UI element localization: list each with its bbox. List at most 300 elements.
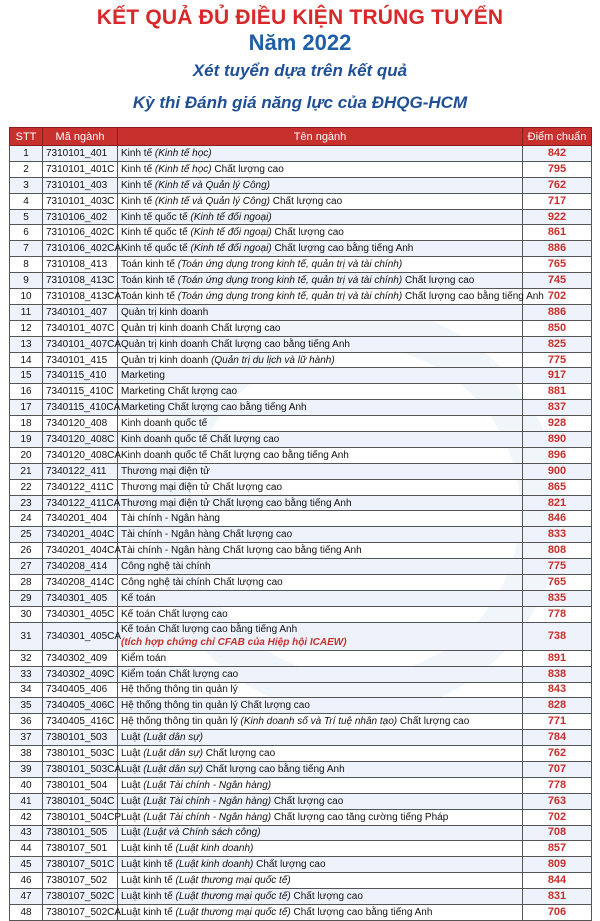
score-cell: 706 [523,904,592,920]
code-cell: 7380101_504C [43,793,118,809]
table-row [10,698,592,714]
stt-cell: 31 [10,622,43,650]
major-name: Quản trị kinh doanh [121,354,209,366]
name-cell [118,511,523,527]
name-cell [118,777,523,793]
stt-cell: 41 [10,793,43,809]
major-name: Luật kinh tế [121,859,173,871]
score-cell: 838 [523,666,592,682]
name-cell [118,682,523,698]
stt-cell: 34 [10,682,43,698]
major-suffix: Chất lượng cao [214,163,284,175]
score-cell: 850 [523,320,592,336]
stt-cell: 25 [10,527,43,543]
score-cell: 765 [523,575,592,591]
score-cell: 922 [523,209,592,225]
code-cell: 7380107_501C [43,857,118,873]
major-name: Kinh doanh quốc tế Chất lượng cao bằng tiếng Anh [121,449,349,461]
code-cell: 7380107_501 [43,841,118,857]
score-cell: 917 [523,368,592,384]
table-body [10,146,592,921]
major-name: Hệ thống thông tin quản lý [121,716,238,728]
name-cell [118,368,523,384]
major-name: Quản trị kinh doanh [121,306,209,318]
score-cell: 928 [523,416,592,432]
stt-cell: 19 [10,432,43,448]
table-row [10,241,592,257]
major-detail: (Luật thương mại quốc tế) [175,891,291,903]
table-row [10,746,592,762]
stt-cell: 15 [10,368,43,384]
score-cell: 890 [523,432,592,448]
major-name: Luật [121,748,141,759]
code-cell: 7310108_413 [43,257,118,273]
table-row [10,650,592,666]
table-row [10,889,592,905]
score-cell: 762 [523,177,592,193]
column-header-name: Tên ngành [118,128,523,146]
column-header-score: Điểm chuẩn [523,128,592,146]
code-cell: 7340301_405 [43,590,118,606]
score-cell: 745 [523,273,592,289]
table-row [10,289,592,305]
major-suffix: Chất lượng cao [272,195,343,207]
code-cell: 7340101_407 [43,304,118,320]
stt-cell: 36 [10,714,43,730]
table-row [10,463,592,479]
stt-cell: 11 [10,304,43,320]
score-cell: 891 [523,650,592,666]
name-cell [118,209,523,225]
code-cell: 7380101_503C [43,746,118,762]
score-cell: 763 [523,793,592,809]
score-cell: 896 [523,447,592,463]
code-cell: 7310106_402 [43,209,118,225]
major-name: Hệ thống thông tin quản lý [121,684,238,696]
stt-cell: 33 [10,666,43,682]
major-detail: (Luật Tài chính - Ngân hàng) [143,795,272,807]
major-detail: (Kinh tế đối ngoại) [190,243,272,255]
name-cell [118,352,523,368]
table-row [10,559,592,575]
major-suffix: Chất lượng cao [399,716,470,728]
code-cell: 7380101_503CA [43,761,118,777]
score-cell: 778 [523,606,592,622]
name-cell [118,543,523,559]
table-row [10,257,592,273]
major-detail: (Luật thương mại quốc tế) [175,875,291,887]
major-name: Kiểm toán Chất lượng cao [121,668,239,680]
score-cell: 846 [523,511,592,527]
name-cell [118,761,523,777]
major-name: Quản trị kinh doanh Chất lượng cao [121,322,281,334]
stt-cell: 26 [10,543,43,559]
code-cell: 7340101_407CA [43,336,118,352]
score-cell: 861 [523,225,592,241]
major-detail: (Luật dân sự) [143,763,203,775]
score-cell: 881 [523,384,592,400]
name-cell [118,241,523,257]
table-header-row [10,128,592,146]
code-cell: 7310106_402CA [43,241,118,257]
table-row [10,714,592,730]
table-row [10,527,592,543]
code-cell: 7380101_504CP [43,809,118,825]
code-cell: 7340302_409 [43,650,118,666]
score-cell: 771 [523,714,592,730]
stt-cell: 48 [10,904,43,920]
code-cell: 7340115_410CA [43,400,118,416]
name-cell [118,273,523,289]
major-suffix: Chất lượng cao bằng tiếng Anh [205,763,345,775]
major-detail: (Kinh tế và Quản lý Công) [154,179,270,191]
code-cell: 7340208_414 [43,559,118,575]
score-cell: 842 [523,146,592,162]
major-name: Toán kinh tế [121,275,175,287]
code-cell: 7310106_402C [43,225,118,241]
table-row [10,666,592,682]
code-cell: 7310108_413C [43,273,118,289]
score-cell: 702 [523,809,592,825]
major-detail: (Kinh tế học) [154,147,212,159]
score-cell: 784 [523,730,592,746]
stt-cell: 27 [10,559,43,575]
code-cell: 7340120_408 [43,416,118,432]
major-name: Marketing Chất lượng cao [121,386,238,398]
stt-cell: 20 [10,447,43,463]
stt-cell: 24 [10,511,43,527]
table-row [10,841,592,857]
major-name: Kinh doanh quốc tế [121,418,208,430]
score-cell: 762 [523,746,592,762]
major-name: Marketing [121,370,165,382]
table-row [10,857,592,873]
table-row [10,193,592,209]
code-cell: 7380107_502CA [43,904,118,920]
name-cell [118,622,523,650]
name-cell [118,714,523,730]
code-cell: 7340120_408CA [43,447,118,463]
score-cell: 886 [523,304,592,320]
stt-cell: 30 [10,606,43,622]
major-detail: (Kinh tế đối ngoại) [190,211,272,223]
stt-cell: 44 [10,841,43,857]
major-detail: (Luật Tài chính - Ngân hàng) [143,779,272,791]
major-name: Marketing Chất lượng cao bằng tiếng Anh [121,402,307,414]
code-cell: 7340122_411C [43,479,118,495]
name-cell [118,793,523,809]
major-name: Tài chính - Ngân hàng [121,513,220,525]
code-cell: 7380101_503 [43,730,118,746]
stt-cell: 29 [10,590,43,606]
code-cell: 7340201_404C [43,527,118,543]
major-name: Kế toán Chất lượng cao [121,608,228,620]
major-name: Toán kinh tế [121,290,175,302]
major-name: Tài chính - Ngân hàng Chất lượng cao [121,529,293,541]
table-row [10,575,592,591]
stt-cell: 9 [10,273,43,289]
name-cell [118,746,523,762]
major-detail: (Kinh tế và Quản lý Công) [154,195,270,207]
table-row [10,400,592,416]
major-suffix: Chất lượng cao bằng tiếng Anh [404,290,544,302]
major-suffix: Chất lượng cao [205,748,276,759]
major-name: Luật [121,795,141,807]
score-cell: 795 [523,161,592,177]
name-cell [118,225,523,241]
score-cell: 809 [523,857,592,873]
major-name: Luật [121,732,141,744]
stt-cell: 18 [10,416,43,432]
stt-cell: 32 [10,650,43,666]
table-row [10,606,592,622]
code-cell: 7340301_405C [43,606,118,622]
score-cell: 708 [523,825,592,841]
major-detail: (Luật và Chính sách công) [143,827,261,839]
table-row [10,384,592,400]
stt-cell: 46 [10,873,43,889]
major-name: Kinh tế quốc tế [121,211,188,223]
table-row [10,177,592,193]
major-name: Kinh tế [121,179,153,191]
stt-cell: 39 [10,761,43,777]
table-row [10,543,592,559]
table-row [10,161,592,177]
code-cell: 7340201_404 [43,511,118,527]
major-name: Luật kinh tế [121,891,173,903]
code-cell: 7340201_404CA [43,543,118,559]
major-name: Luật [121,779,141,791]
table-row [10,416,592,432]
stt-cell: 17 [10,400,43,416]
page-subtitle-1: Xét tuyển dựa trên kết quả [192,61,408,80]
table-row [10,209,592,225]
score-cell: 775 [523,559,592,575]
code-cell: 7340405_406 [43,682,118,698]
stt-cell: 7 [10,241,43,257]
code-cell: 7340101_415 [43,352,118,368]
name-cell [118,857,523,873]
name-cell [118,479,523,495]
major-name: Luật kinh tế [121,843,173,855]
table-row [10,447,592,463]
name-cell [118,889,523,905]
major-detail: (Kinh tế học) [154,163,212,175]
stt-cell: 16 [10,384,43,400]
major-detail: (Luật dân sự) [143,748,203,759]
score-cell: 765 [523,257,592,273]
table-row [10,146,592,162]
major-suffix: Chất lượng cao [293,891,363,903]
major-name: Kế toán Chất lượng cao bằng tiếng Anh [121,624,298,636]
name-cell [118,698,523,714]
code-cell: 7340101_407C [43,320,118,336]
page-year: Năm 2022 [248,30,352,55]
code-cell: 7340115_410C [43,384,118,400]
name-cell [118,873,523,889]
table-row [10,368,592,384]
score-cell: 707 [523,761,592,777]
score-cell: 717 [523,193,592,209]
name-cell [118,177,523,193]
stt-cell: 8 [10,257,43,273]
score-cell: 702 [523,289,592,305]
name-cell [118,193,523,209]
name-cell [118,384,523,400]
name-cell [118,495,523,511]
stt-cell: 1 [10,146,43,162]
name-cell [118,146,523,162]
major-name: Công nghệ tài chính Chất lượng cao [121,576,283,588]
major-detail: (Kinh doanh số và Trí tuệ nhân tạo) [240,716,398,728]
table-row [10,273,592,289]
code-cell: 7310101_403C [43,193,118,209]
name-cell [118,650,523,666]
stt-cell: 4 [10,193,43,209]
name-cell [118,666,523,682]
code-cell: 7380101_505 [43,825,118,841]
major-name: Kinh tế [121,195,153,207]
major-suffix: Chất lượng cao tăng cường tiếng Pháp [273,811,449,823]
name-cell [118,904,523,920]
stt-cell: 35 [10,698,43,714]
stt-cell: 28 [10,575,43,591]
name-cell [118,730,523,746]
stt-cell: 38 [10,746,43,762]
name-cell [118,447,523,463]
table-row [10,682,592,698]
major-detail: (Luật thương mại quốc tế) [175,906,291,918]
code-cell: 7340120_408C [43,432,118,448]
column-header-stt: STT [10,128,43,146]
page-subtitle-2: Kỳ thi Đánh giá năng lực của ĐHQG-HCM [132,93,468,112]
stt-cell: 14 [10,352,43,368]
major-name: Thương mại điện tử Chất lượng cao bằng tiếng Anh [121,497,352,509]
table-row [10,320,592,336]
major-name: Luật kinh tế [121,906,173,918]
score-cell: 886 [523,241,592,257]
stt-cell: 47 [10,889,43,905]
stt-cell: 22 [10,479,43,495]
score-cell: 865 [523,479,592,495]
stt-cell: 5 [10,209,43,225]
table-row [10,304,592,320]
code-cell: 7380107_502C [43,889,118,905]
major-suffix: Chất lượng cao [256,859,326,871]
name-cell [118,606,523,622]
major-name: Công nghệ tài chính [121,561,211,573]
table-row [10,336,592,352]
major-suffix: Chất lượng cao bằng tiếng Anh [274,243,414,255]
major-name: Kiểm toán [121,652,167,664]
code-cell: 7310101_403 [43,177,118,193]
code-cell: 7310108_413CA [43,289,118,305]
name-cell [118,559,523,575]
code-cell: 7340122_411CA [43,495,118,511]
code-cell: 7340405_406C [43,698,118,714]
name-cell [118,527,523,543]
score-cell: 831 [523,889,592,905]
major-name: Thương mại điện tử Chất lượng cao [121,481,283,493]
major-name: Toán kinh tế [121,259,175,271]
page-title: KẾT QUẢ ĐỦ ĐIỀU KIỆN TRÚNG TUYỂN [96,6,504,29]
code-cell: 7380107_502 [43,873,118,889]
score-cell: 828 [523,698,592,714]
table-row [10,825,592,841]
major-name: Luật [121,763,141,775]
name-cell [118,336,523,352]
table-row [10,590,592,606]
major-name: Kinh tế [121,147,153,159]
major-detail: (Quản trị du lịch và lữ hành) [211,354,335,366]
major-detail: (Luật kinh doanh) [175,859,254,871]
name-cell [118,432,523,448]
score-cell: 775 [523,352,592,368]
table-row [10,809,592,825]
major-detail: (Toán ứng dụng trong kinh tế, quản trị và tài chính) [177,275,403,287]
page-header [0,6,600,115]
major-name: Thương mại điện tử [121,465,210,477]
stt-cell: 23 [10,495,43,511]
name-cell [118,257,523,273]
name-cell [118,416,523,432]
score-cell: 808 [523,543,592,559]
major-detail: (Toán ứng dụng trong kinh tế, quản trị và tài chính) [177,259,403,271]
major-name: Kinh tế [121,163,153,175]
major-name: Tài chính - Ngân hàng Chất lượng cao bằng tiếng Anh [121,545,362,557]
table-row [10,495,592,511]
stt-cell: 43 [10,825,43,841]
major-detail: (Luật dân sự) [143,732,203,744]
score-cell: 843 [523,682,592,698]
major-name: Quản trị kinh doanh Chất lượng cao bằng tiếng Anh [121,338,350,350]
major-suffix: Chất lượng cao [274,227,344,239]
major-name: Luật kinh tế [121,875,173,887]
stt-cell: 37 [10,730,43,746]
score-cell: 825 [523,336,592,352]
table-row [10,730,592,746]
stt-cell: 13 [10,336,43,352]
name-cell [118,289,544,305]
score-cell: 857 [523,841,592,857]
score-cell: 821 [523,495,592,511]
table-row [10,761,592,777]
table-row [10,225,592,241]
score-cell: 778 [523,777,592,793]
table-row [10,352,592,368]
major-name: Kinh doanh quốc tế Chất lượng cao [121,433,280,445]
major-name: Luật [121,827,141,839]
code-cell: 7340302_409C [43,666,118,682]
stt-cell: 45 [10,857,43,873]
table-row [10,873,592,889]
name-cell [118,304,523,320]
stt-cell: 40 [10,777,43,793]
major-name: Kinh tế quốc tế [121,243,188,255]
table-row [10,793,592,809]
name-cell [118,161,523,177]
table-row [10,511,592,527]
table-row [10,777,592,793]
stt-cell: 42 [10,809,43,825]
major-name: Kế toán [121,592,156,604]
major-suffix: Chất lượng cao [404,275,475,287]
code-cell: 7310101_401C [43,161,118,177]
name-cell [118,575,523,591]
name-cell [118,809,523,825]
code-cell: 7340405_416C [43,714,118,730]
name-cell [118,400,523,416]
